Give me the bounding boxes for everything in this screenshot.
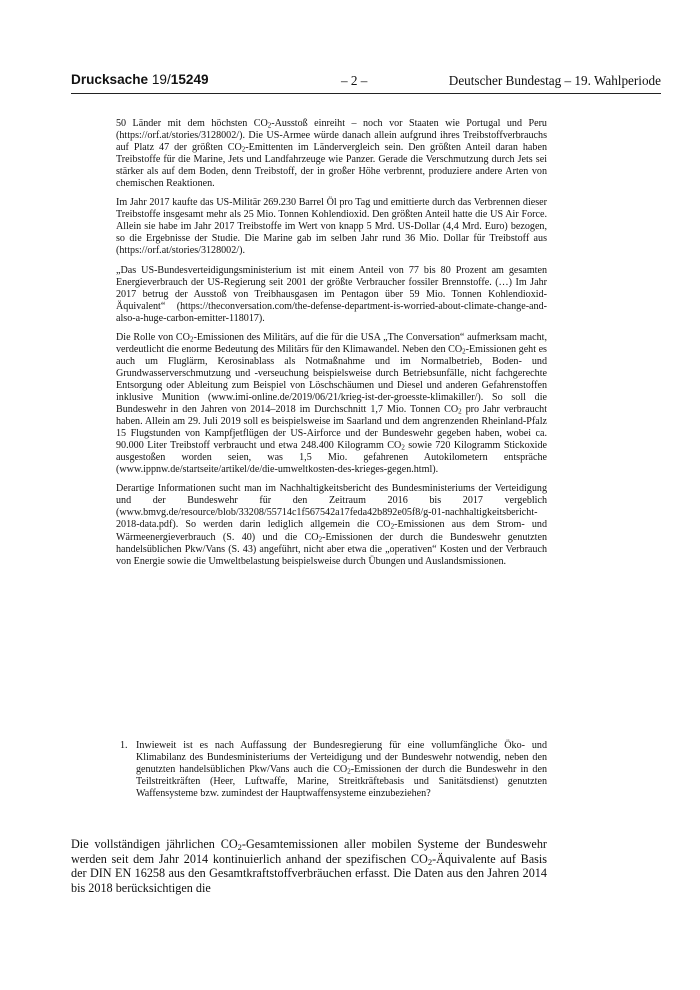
quote-paragraph-3: „Das US-Bundesverteidigungsministerium ist mit einem Anteil von 77 bis 80 Prozent am gesamten Energieverbrauch der US-Regierung seit 2001 der größte Verbraucher fossiler Brennstoffe. (…) Im Jahr 2017 betrug der Ausstoß von Treibhausgasen im Pentagon über 59 Mio. Tonnen Kohlendioxid-Äquivalent“ (https://theconversation.com/the-defense-department-is-worried-about-climate-change-and-also-a-huge-carbon-emitter-118017). <box>116 264 547 324</box>
quote-paragraph-5: Derartige Informationen sucht man im Nachhaltigkeitsbericht des Bundesministeriums der Verteidigung und der Bundeswehr für den Zeitraum 2016 bis 2017 vergeblich (www.bmvg.de/resource/blob/33208/55714c1f567542a17feda42b892e05f8/g-01-nachhaltigkeitsbericht-2018-data.pdf). So werden darin lediglich allgemein die $CO_2$-Emissionen aus dem Strom- und Wärmeenergieverbrauch (S. 40) und die $CO_2$-Emissionen der durch die Bundeswehr genutzten handelsüblichen Pkw/Vans (S. 43) angeführt, nicht aber etwa die „operativen“ Kosten und der Verbrauch von Energie sowie die Umweltbelastung beispielsweise durch Übungen und Auslandsmissionen. <box>116 483 547 567</box>
quote-paragraph-4: Die Rolle von $CO_2$-Emissionen des Militärs, auf die für die USA „The Conversation“ aufmerksam macht, verdeutlicht die enorme Bedeutung des Militärs für den Klimawandel. Neben den $CO_2$-Emissionen geht es auch um Fluglärm, Kerosinablass als Notmaßnahme und im Normalbetrieb, Boden- und Grundwasserverschmutzung und -verseuchung beispielsweise durch Betriebsunfälle, nicht fachgerechte Entsorgung oder Ableitung zum Beispiel von Löschschäumen und Diesel und anderen Gefahrenstoffen inklusive Munition (www.imi-online.de/2019/06/21/krieg-ist-der-groesste-klimakiller/). So soll die Bundeswehr in den Jahren von 2014–2018 im Durchschnitt 1,7 Mio. Tonnen $CO_2$ pro Jahr verbraucht haben. Allein am 29. Juli 2019 soll es beispielsweise im Saarland und dem angrenzenden Rheinland-Pfalz 15 Flugstunden von Kampfjetflügen der US-Airforce und der Bundeswehr gegeben haben, wobei ca. 90.000 Liter Treibstoff verbraucht und etwa 248.400 Kilogramm $CO_2$ sowie 720 Kilogramm Stickoxide ausgestoßen worden seien, was 1,5 Mio. gefahrenen Autokilometern entspräche (www.ippnw.de/startseite/artikel/de/die-umweltkosten-des-krieges-gegen.html). <box>116 331 548 476</box>
question-number: 1. <box>120 740 128 751</box>
doc-type-label: Drucksache <box>71 72 149 87</box>
page-number: – 2 – <box>341 73 368 88</box>
question-text: Inwieweit ist es nach Auffassung der Bundesregierung für eine vollumfängliche Öko- und Klimabilanz des Bundesministeriums der Verteidigung und der Bundeswehr notwendig, neben den genutzten handelsüblichen Pkw/Vans auch die $CO_2$-Emissionen der durch die Bundeswehr in den Teilstreitkräften (Heer, Luftwaffe, Marine, Streitkräftebasis und Sanitätsdienst) genutzten Waffensysteme bzw. zumindest der Hauptwaffensysteme einzubeziehen? <box>136 740 547 800</box>
quote-paragraph-1: 50 Länder mit dem höchsten $CO_2$-Ausstoß einreiht – noch vor Staaten wie Portugal und Peru (https://orf.at/stories/3128002/). Die US-Armee würde danach allein aufgrund ihres Treibstoffverbrauchs auf Platz 47 der größten $CO_2$-Emittenten im Ländervergleich sein. Den größten Anteil daran haben Treibstoffe für die Marine, Jets und Landfahrzeuge wie Panzer. Gerade die Verschmutzung durch Jets sei stärker als auf dem Boden, denn Treibstoff, der in großer Höhe verbrennt, produziere andere Arten von chemischen Reaktionen. <box>116 118 547 190</box>
doc-number-prefix: 19/ <box>151 72 171 87</box>
doc-number-main: 15249 <box>170 72 209 87</box>
quoted-text-block <box>116 118 547 575</box>
quote-paragraph-2: Im Jahr 2017 kaufte das US-Militär 269.230 Barrel Öl pro Tag und emittierte durch das Verbrennen dieser Treibstoffe insgesamt mehr als 25 Mio. Tonnen Kohlendioxid. Den größten Anteil hatte die US Air Force. Allein sie habe im Jahr 2017 Treibstoffe im Wert von knapp 5 Mrd. US-Dollar (4,4 Mrd. Euro) bezogen, so die Ergebnisse der Studie. Die Marine gab im selben Jahr rund 36 Mio. Dollar für Treibstoff aus (https://orf.at/stories/3128002/). <box>116 197 547 257</box>
header-rule <box>71 93 661 94</box>
answer-paragraph: Die vollständigen jährlichen $CO_2$-Gesamtemissionen aller mobilen Systeme der Bundeswehr werden seit dem Jahr 2014 kontinuierlich anhand der spezifischen $CO_2$-Äquivalente auf Basis der DIN EN 16258 aus den Gesamtkraftstoffverbräuchen erfasst. Die Daten aus den Jahren 2014 bis 2018 berücksichtigen die <box>71 837 548 895</box>
page-header <box>71 72 661 92</box>
document-number <box>71 72 209 87</box>
question-1 <box>120 740 547 800</box>
institution-label: Deutscher Bundestag – 19. Wahlperiode <box>448 73 661 88</box>
